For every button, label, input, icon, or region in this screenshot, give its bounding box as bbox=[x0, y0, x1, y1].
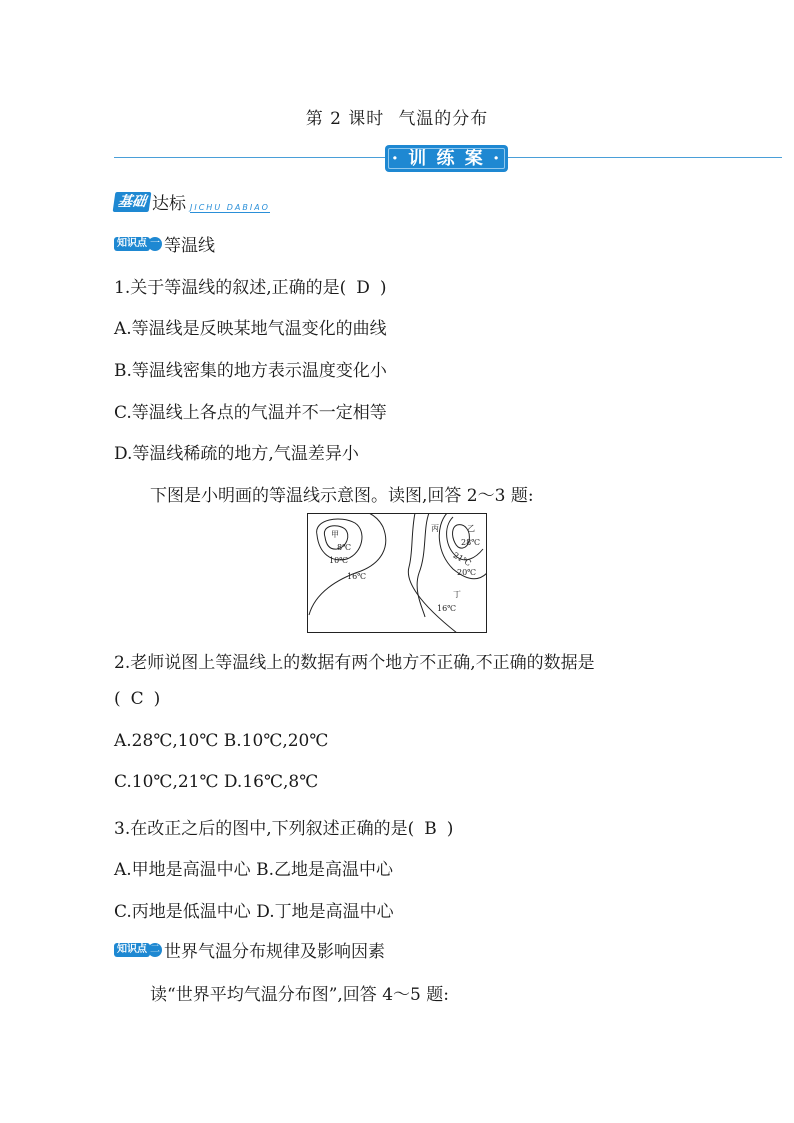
banner-rule-left bbox=[114, 157, 385, 158]
label-20c: 20℃ bbox=[457, 568, 477, 577]
isotherm-diagram bbox=[307, 513, 487, 633]
knowledge-point-number: 二 bbox=[150, 943, 160, 955]
lesson-title bbox=[0, 104, 794, 129]
label-21c: 21℃ bbox=[451, 550, 473, 569]
label-16c-left: 16℃ bbox=[347, 572, 367, 581]
section-pinyin: JICHU DABIAO bbox=[190, 203, 270, 212]
banner-label: · 训 练 案 · bbox=[391, 148, 502, 169]
intro-questions-4-5: 读“世界平均气温分布图”,回答 4～5 题: bbox=[150, 985, 449, 1005]
lesson-number: 第 2 课时 bbox=[305, 109, 385, 129]
question-1-option-c: C.等温线上各点的气温并不一定相等 bbox=[114, 403, 387, 423]
knowledge-point-1 bbox=[114, 231, 215, 256]
section-heading bbox=[114, 189, 270, 214]
section-tag: 基础 bbox=[113, 192, 152, 212]
question-1-stem: 1.关于等温线的叙述,正确的是( D ) bbox=[114, 278, 387, 298]
lesson-topic: 气温的分布 bbox=[398, 109, 489, 129]
banner-rule-right bbox=[508, 157, 782, 158]
question-3-options-cd: C.丙地是低温中心 D.丁地是高温中心 bbox=[114, 902, 394, 922]
label-ding: 丁 bbox=[453, 590, 461, 599]
question-2-answer: C bbox=[130, 689, 144, 709]
question-1-option-a: A.等温线是反映某地气温变化的曲线 bbox=[114, 319, 387, 339]
knowledge-point-number: 一 bbox=[150, 237, 160, 249]
question-3-stem: 3.在改正之后的图中,下列叙述正确的是( B ) bbox=[114, 819, 454, 839]
label-16c-right: 16℃ bbox=[437, 604, 457, 613]
label-10c: 10℃ bbox=[329, 556, 349, 565]
question-2-answer-line: ( C ) bbox=[114, 689, 161, 709]
label-8c: 8℃ bbox=[337, 543, 352, 552]
intro-questions-2-3: 下图是小明画的等温线示意图。读图,回答 2～3 题: bbox=[150, 486, 534, 506]
label-28c: 28℃ bbox=[461, 538, 481, 547]
question-1-option-d: D.等温线稀疏的地方,气温差异小 bbox=[114, 444, 359, 464]
knowledge-point-title: 等温线 bbox=[164, 236, 215, 256]
question-1-answer: D bbox=[356, 278, 370, 298]
isotherm-figure bbox=[307, 513, 487, 633]
knowledge-point-tag: 知识点 bbox=[114, 943, 150, 957]
question-3-answer: B bbox=[424, 819, 437, 839]
label-bing: 丙 bbox=[431, 524, 439, 533]
question-3-options-ab: A.甲地是高温中心 B.乙地是高温中心 bbox=[114, 860, 393, 880]
label-yi: 乙 bbox=[467, 524, 475, 533]
training-banner bbox=[385, 145, 508, 172]
knowledge-point-title: 世界气温分布规律及影响因素 bbox=[164, 942, 385, 962]
question-1-option-b: B.等温线密集的地方表示温度变化小 bbox=[114, 361, 387, 381]
question-2-options-ab: A.28℃,10℃ B.10℃,20℃ bbox=[114, 731, 329, 751]
knowledge-point-2 bbox=[114, 937, 385, 962]
knowledge-point-tag: 知识点 bbox=[114, 237, 150, 251]
section-text: 达标 bbox=[152, 194, 186, 214]
question-2-options-cd: C.10℃,21℃ D.16℃,8℃ bbox=[114, 772, 319, 792]
question-2-stem: 2.老师说图上等温线上的数据有两个地方不正确,不正确的数据是 bbox=[114, 653, 595, 673]
label-jia: 甲 bbox=[331, 530, 339, 539]
